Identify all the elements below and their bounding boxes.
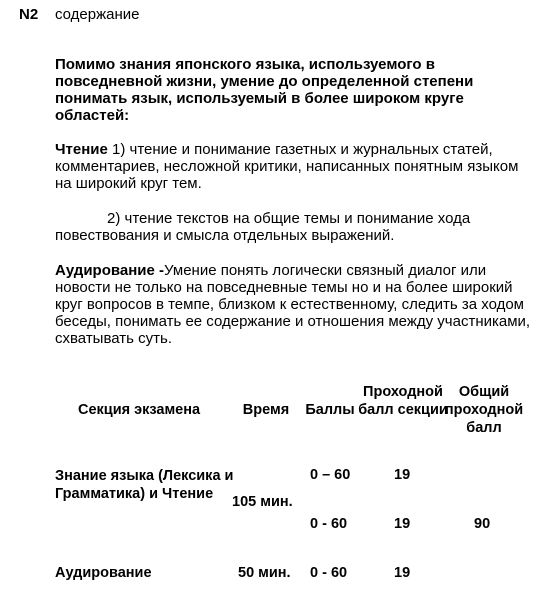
- row-listening-points: 0 - 60: [310, 565, 348, 581]
- listening-label: Аудирование -: [55, 262, 165, 279]
- header-time: Время: [242, 402, 290, 418]
- reading-label: Чтение: [55, 141, 108, 158]
- listening-paragraph: [55, 262, 533, 347]
- page-title: содержание: [55, 6, 140, 23]
- header-pass-section: Проходной балл секции: [358, 384, 448, 418]
- intro-paragraph: Помимо знания японского языка, используемого в повседневной жизни, умение до определенной степени понимать язык, используемый в более широком круге областей:: [55, 56, 474, 124]
- row-listening-label: Аудирование: [55, 565, 152, 581]
- reading-paragraph-2: [55, 210, 533, 244]
- row-listening-time: 50 мин.: [238, 565, 291, 581]
- row-language-label: Знание языка (Лексика и Грамматика) и Чтение: [55, 468, 234, 502]
- level-number: N2: [19, 6, 39, 23]
- reading-item-1: 1) чтение и понимание газетных и журнальных статей, комментариев, несложной критики, написанных понятным языком на широкий круг тем.: [55, 141, 519, 192]
- row-listening-pass: 19: [394, 565, 411, 581]
- row-language-time: 105 мин.: [232, 494, 293, 510]
- row-language-points-2: 0 - 60: [310, 516, 348, 532]
- header-section: Секция экзамена: [78, 402, 201, 418]
- header-points: Баллы: [305, 402, 355, 418]
- reading-paragraph: [55, 141, 533, 192]
- row-language-pass-1: 19: [394, 467, 411, 483]
- reading-item-2: 2) чтение текстов на общие темы и понимание хода повествования и смысла отдельных выражений.: [55, 210, 471, 244]
- row-language-points-1: 0 – 60: [310, 467, 351, 483]
- total-pass-score: 90: [474, 516, 491, 532]
- listening-text: Умение понять логически связный диалог или новости не только на повседневные темы но и на более широкий круг вопросов в темпе, близком к естественному, следить за ходом беседы, понимать ее содержание и отношения между участниками, схватывать суть.: [55, 262, 531, 347]
- header-pass-total: Общий проходной балл: [444, 384, 524, 436]
- row-language-pass-2: 19: [394, 516, 411, 532]
